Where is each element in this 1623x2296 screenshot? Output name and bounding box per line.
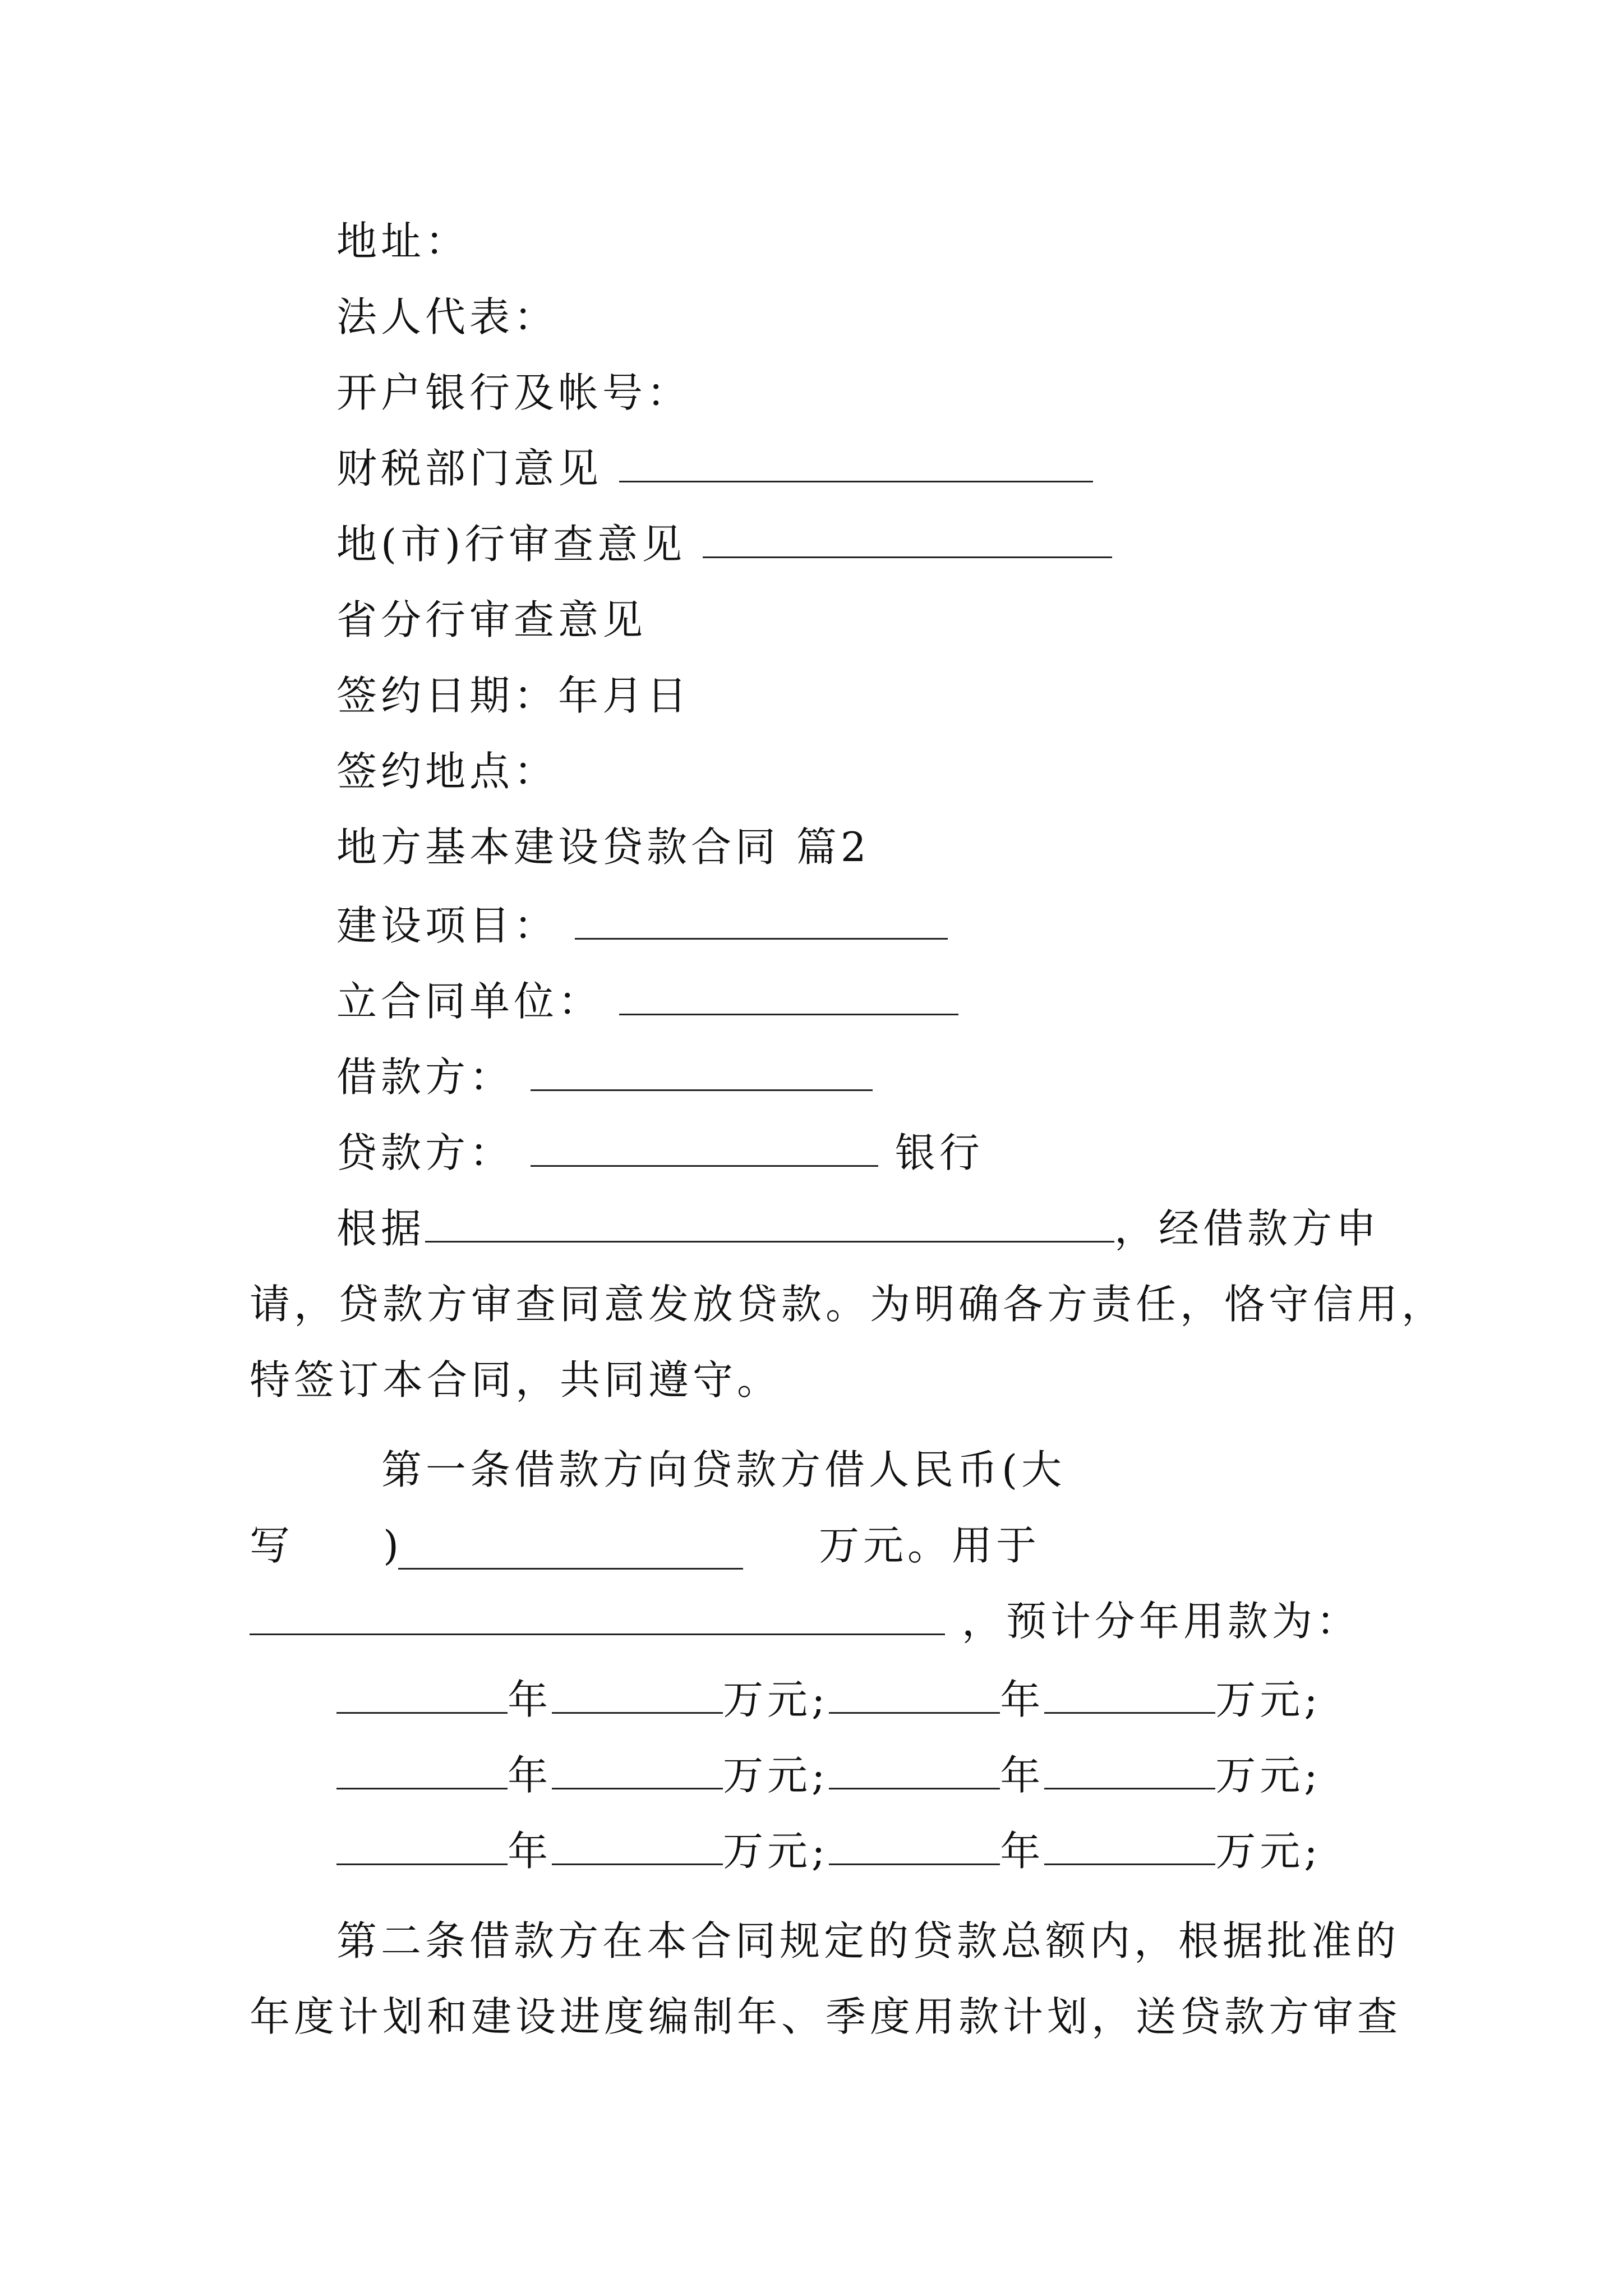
basis-line bbox=[336, 1195, 1380, 1262]
basis-label: 根据 bbox=[336, 1205, 426, 1252]
unit-label-1a: 万元; bbox=[723, 1676, 829, 1723]
basis-followup-text: ，经借款方申 bbox=[1114, 1205, 1380, 1252]
article-one-line-1 bbox=[381, 1436, 1380, 1503]
basis-blank bbox=[425, 1195, 1114, 1243]
year-blank-3b bbox=[829, 1818, 1000, 1865]
year-label-2b: 年 bbox=[1000, 1752, 1045, 1799]
lender-line bbox=[336, 1119, 984, 1186]
city-review-label: 地(市)行审查意见 bbox=[336, 521, 686, 568]
purpose-blank bbox=[250, 1588, 945, 1635]
construction-project-line bbox=[336, 892, 948, 959]
legal-representative-label: 法人代表： bbox=[336, 293, 559, 341]
capital-label: 写 bbox=[250, 1522, 294, 1569]
amount-blank-3a bbox=[552, 1818, 723, 1865]
legal-representative-line bbox=[336, 283, 558, 351]
approval-paragraph-text-3: 特签订本合同，共同遵守。 bbox=[250, 1356, 782, 1404]
close-paren: ) bbox=[383, 1522, 403, 1569]
annual-usage-row-3 bbox=[336, 1818, 1322, 1885]
unit-label-3a: 万元; bbox=[723, 1828, 829, 1875]
finance-opinion-blank bbox=[619, 435, 1093, 482]
signing-place-label: 签约地点： bbox=[336, 748, 559, 795]
unit-label-2a: 万元; bbox=[723, 1752, 829, 1799]
signing-place-line bbox=[336, 738, 558, 805]
section-title: 地方基本建设贷款合同 篇2 bbox=[336, 823, 870, 871]
bank-account-line bbox=[336, 359, 691, 426]
signing-date-line bbox=[336, 662, 691, 729]
finance-opinion-label: 财税部门意见 bbox=[336, 445, 603, 492]
signing-date-label: 签约日期：年月日 bbox=[336, 672, 691, 719]
unit-label-1b: 万元; bbox=[1215, 1676, 1322, 1723]
construction-project-blank bbox=[575, 892, 948, 940]
borrower-label: 借款方： bbox=[336, 1053, 514, 1101]
finance-opinion-line bbox=[336, 435, 1093, 502]
bank-label: 银行 bbox=[895, 1129, 984, 1176]
approval-paragraph-line-2 bbox=[250, 1271, 1446, 1338]
amount-blank-1b bbox=[1044, 1666, 1215, 1714]
annual-usage-label: ，预计分年用款为： bbox=[961, 1598, 1361, 1645]
lender-label: 贷款方： bbox=[336, 1129, 514, 1176]
year-label-3b: 年 bbox=[1000, 1828, 1045, 1875]
year-label-1b: 年 bbox=[1000, 1676, 1045, 1723]
province-review-label: 省分行审查意见 bbox=[336, 596, 647, 643]
year-blank-2b bbox=[829, 1742, 1000, 1789]
article-two-text-2: 年度计划和建设进度编制年、季度用款计划，送贷款方审查 bbox=[250, 1993, 1402, 2040]
article-one-text-1: 第一条借款方向贷款方借人民币(大 bbox=[381, 1446, 1066, 1493]
approval-paragraph-line-3 bbox=[250, 1346, 1380, 1414]
article-two-line-2 bbox=[250, 1983, 1402, 2050]
contracting-unit-blank bbox=[619, 968, 958, 1015]
amount-blank-3b bbox=[1044, 1818, 1215, 1865]
amount-blank-2b bbox=[1044, 1742, 1215, 1789]
year-blank-3a bbox=[336, 1818, 508, 1865]
amount-blank-1a bbox=[552, 1666, 723, 1714]
article-two-text-1: 第二条借款方在本合同规定的贷款总额内，根据批准的 bbox=[336, 1917, 1400, 1964]
city-review-blank bbox=[703, 510, 1112, 558]
contracting-unit-line bbox=[336, 968, 958, 1035]
year-blank-2a bbox=[336, 1742, 508, 1789]
year-blank-1b bbox=[829, 1666, 1000, 1714]
borrower-line bbox=[336, 1043, 873, 1111]
unit-label-3b: 万元; bbox=[1215, 1828, 1322, 1875]
province-review-line bbox=[336, 586, 647, 654]
year-label-1a: 年 bbox=[508, 1676, 552, 1723]
annual-usage-row-2 bbox=[336, 1742, 1322, 1809]
unit-label-2b: 万元; bbox=[1215, 1752, 1322, 1799]
bank-account-label: 开户银行及帐号： bbox=[336, 369, 691, 416]
year-label-2a: 年 bbox=[508, 1752, 552, 1799]
article-one-line-3 bbox=[250, 1588, 1361, 1655]
construction-project-label: 建设项目： bbox=[336, 902, 559, 949]
article-one-purpose-text: 万元。用于 bbox=[819, 1522, 1041, 1569]
article-two-line-1 bbox=[336, 1907, 1400, 1975]
amount-blank bbox=[398, 1522, 743, 1570]
year-blank-1a bbox=[336, 1666, 508, 1714]
borrower-blank bbox=[531, 1043, 873, 1091]
amount-blank-2a bbox=[552, 1742, 723, 1789]
year-label-3a: 年 bbox=[508, 1828, 552, 1875]
contracting-unit-label: 立合同单位： bbox=[336, 978, 603, 1025]
lender-blank bbox=[531, 1119, 878, 1167]
article-one-line-2 bbox=[250, 1512, 1380, 1579]
section-title-line bbox=[336, 813, 870, 881]
address-line bbox=[336, 208, 469, 275]
annual-usage-row-1 bbox=[336, 1666, 1322, 1733]
address-label: 地址： bbox=[336, 218, 470, 265]
approval-paragraph-text-2: 请，贷款方审查同意发放贷款。为明确各方责任，恪守信用， bbox=[250, 1281, 1446, 1328]
city-review-line bbox=[336, 510, 1112, 578]
